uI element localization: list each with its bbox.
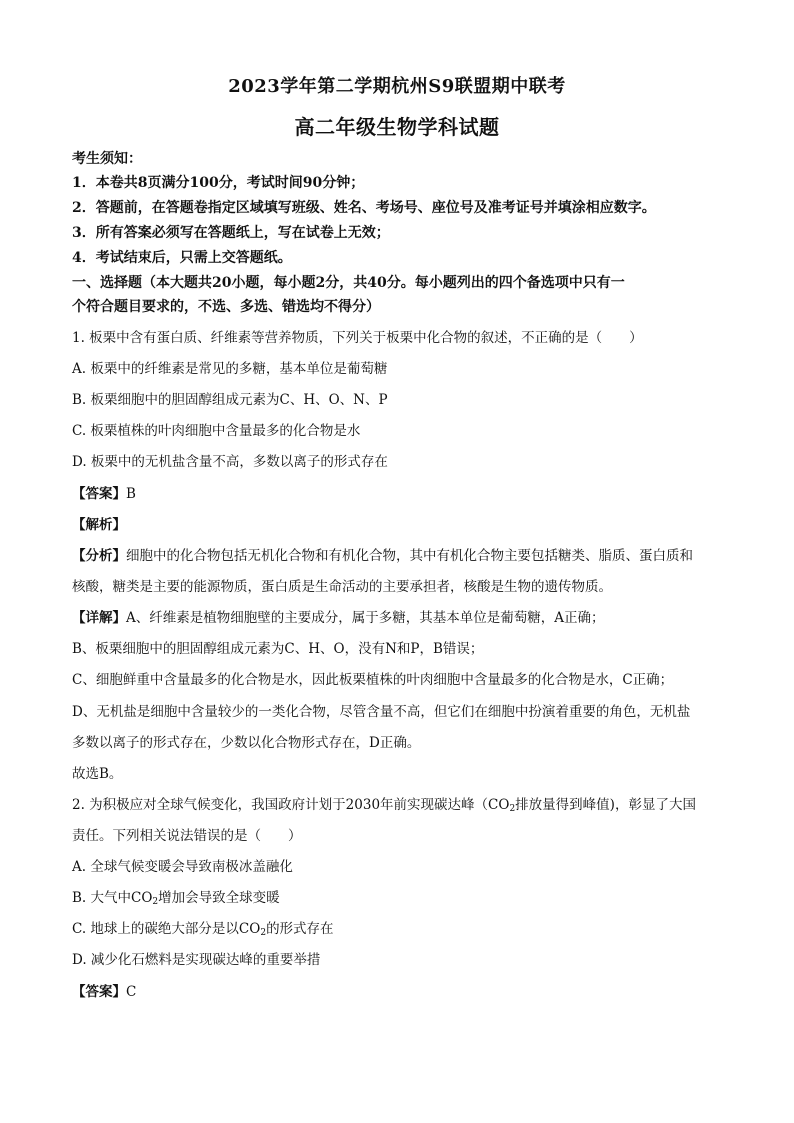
detail-b: B、板栗细胞中的胆固醇组成元素为C、H、O，没有N和P，B错误； (72, 641, 484, 657)
option-part: 增加会导致全球变暖 (158, 890, 280, 906)
question-1-answer (72, 482, 136, 502)
analysis-tag: 【解析】 (72, 517, 126, 533)
subscript: 2 (152, 897, 159, 907)
answer-tag: 【答案】 (72, 486, 126, 502)
question-2-option-b (72, 886, 280, 907)
exam-title: 2023学年第二学期杭州S9联盟期中联考 (228, 76, 566, 97)
section-heading-cont: 个符合题目要求的，不选、多选、错选均不得分） (72, 299, 380, 315)
notice-item: 4．考试结束后，只需上交答题纸。 (72, 250, 292, 266)
question-2-option-a: A. 全球气候变暖会导致南极冰盖融化 (72, 859, 293, 875)
detail-a: A、纤维素是植物细胞壁的主要成分，属于多糖，其基本单位是葡萄糖，A正确； (126, 610, 605, 626)
option-part: C. 地球上的碳绝大部分是以CO (72, 921, 261, 937)
notice-heading: 考生须知： (72, 151, 142, 167)
option-part: B. 大气中CO (72, 890, 153, 906)
xiangjie-tag: 【详解】 (72, 610, 126, 626)
question-2-stem (72, 793, 696, 814)
question-1-stem: 1. 板栗中含有蛋白质、纤维素等营养物质，下列关于板栗中化合物的叙述，不正确的是（ ） (72, 330, 643, 346)
notice-item: 2．答题前，在答题卷指定区域填写班级、姓名、考场号、座位号及准考证号并填涂相应数字。 (72, 200, 656, 216)
question-1-option-a: A. 板栗中的纤维素是常见的多糖，基本单位是葡萄糖 (72, 361, 388, 377)
question-2-option-c (72, 917, 334, 938)
answer-tag: 【答案】 (72, 984, 126, 1000)
detail-d-cont: 多数以离子的形式存在，少数以化合物形式存在，D正确。 (72, 735, 421, 751)
subscript: 2 (260, 928, 267, 938)
question-1-option-c: C. 板栗植株的叶肉细胞中含量最多的化合物是水 (72, 423, 361, 439)
analysis-fenxi-cont: 核酸，糖类是主要的能源物质，蛋白质是生命活动的主要承担者，核酸是生物的遗传物质。 (72, 579, 612, 595)
notice-item: 3．所有答案必须写在答题纸上，写在试卷上无效； (72, 225, 390, 241)
question-2-stem-cont: 责任。下列相关说法错误的是（ ） (72, 828, 302, 844)
option-part: 的形式存在 (266, 921, 334, 937)
subscript: 2 (509, 804, 516, 814)
conclusion: 故选B。 (72, 766, 123, 782)
detail-d: D、无机盐是细胞中含量较少的一类化合物，尽管含量不高，但它们在细胞中扮演着重要的角色，无机盐 (72, 704, 691, 720)
stem-part: 2. 为积极应对全球气候变化，我国政府计划于2030年前实现碳达峰（CO (72, 797, 510, 813)
fenxi-tag: 【分析】 (72, 548, 126, 564)
analysis-fenxi (72, 544, 693, 564)
question-1-option-b: B. 板栗细胞中的胆固醇组成元素为C、H、O、N、P (72, 392, 388, 408)
answer-value: C (126, 984, 137, 1000)
exam-subtitle: 高二年级生物学科试题 (294, 115, 500, 139)
question-2-option-d: D. 减少化石燃料是实现碳达峰的重要举措 (72, 952, 321, 968)
detail-c: C、细胞鲜重中含量最多的化合物是水，因此板栗植株的叶肉细胞中含量最多的化合物是水，C正确； (72, 672, 674, 688)
question-2-answer (72, 980, 136, 1000)
analysis-detail (72, 606, 605, 626)
answer-value: B (126, 486, 136, 502)
fenxi-text: 细胞中的化合物包括无机化合物和有机化合物，其中有机化合物主要包括糖类、脂质、蛋白质和 (126, 548, 693, 564)
stem-part: 排放量得到峰值)，彰显了大国 (515, 797, 696, 813)
section-heading: 一、选择题（本大题共20小题，每小题2分，共40分。每小题列出的四个备选项中只有一 (72, 275, 625, 291)
notice-item: 1．本卷共8页满分100分，考试时间90分钟； (72, 175, 365, 191)
question-1-option-d: D. 板栗中的无机盐含量不高，多数以离子的形式存在 (72, 454, 388, 470)
